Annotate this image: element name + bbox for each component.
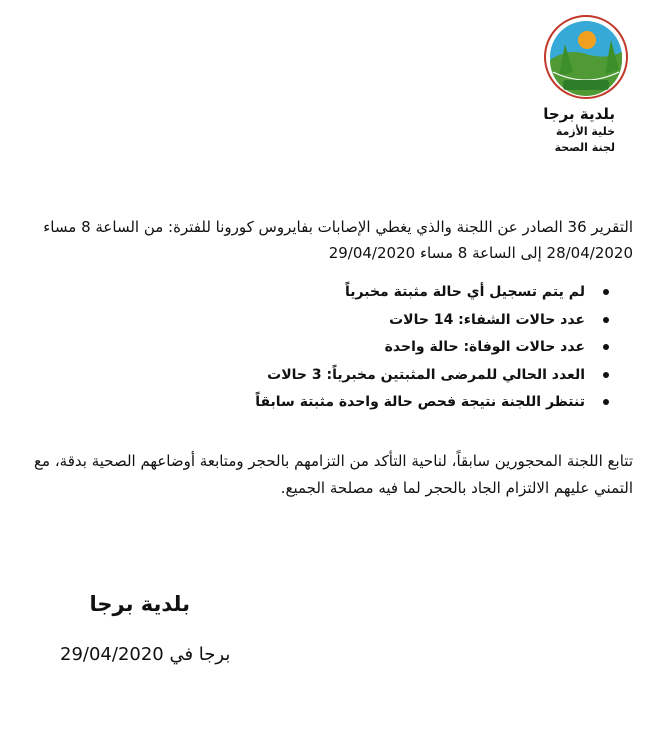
bullet-text: لم يتم تسجيل أي حالة مثبتة مخبرياً (345, 284, 585, 300)
health-committee: لجنة الصحة (554, 141, 615, 154)
bullet-dot (603, 372, 609, 378)
organization-header (415, 104, 615, 156)
bullet-text: عدد حالات الوفاة: حالة واحدة (384, 339, 585, 355)
report-bullet-list (51, 279, 611, 417)
signature-place-date: برجا في 29/04/2020 (60, 644, 231, 665)
signature-name: بلدية برجا (89, 592, 190, 616)
bullet-item (51, 334, 611, 362)
followup-paragraph: تتابع اللجنة المحجورين سابقاً، لناحية التأكد من التزامهم بالحجر ومتابعة أوضاعهم الصحية بدقة، مع التمني عليهم الالتزام الجاد بالحجر لما فيه مصلحة الجميع. (34, 452, 633, 497)
bullet-item (51, 389, 611, 417)
municipality-name: بلدية برجا (543, 105, 615, 123)
bullet-text: تنتظر اللجنة نتيجة فحص حالة واحدة مثبتة سابقاً (255, 394, 585, 410)
bullet-text: عدد حالات الشفاء: 14 حالات (389, 311, 585, 328)
crisis-unit: خلية الأزمة (555, 125, 615, 138)
bullet-item (51, 279, 611, 307)
bullet-dot (603, 344, 609, 350)
bullet-dot (603, 317, 609, 323)
report-intro: التقرير 36 الصادر عن اللجنة والذي يغطي الإصابات بفايروس كورونا للفترة: من الساعة 8 مساء 28/04/2020 إلى الساعة 8 مساء 29/04/2020 (43, 218, 633, 262)
cedar-seal-icon (543, 14, 629, 100)
bullet-dot (603, 289, 609, 295)
bullet-dot (603, 399, 609, 405)
bullet-item (51, 362, 611, 390)
bullet-text: العدد الحالي للمرضى المثبتين مخبرياً: 3 حالات (267, 366, 585, 383)
bullet-item (51, 307, 611, 335)
